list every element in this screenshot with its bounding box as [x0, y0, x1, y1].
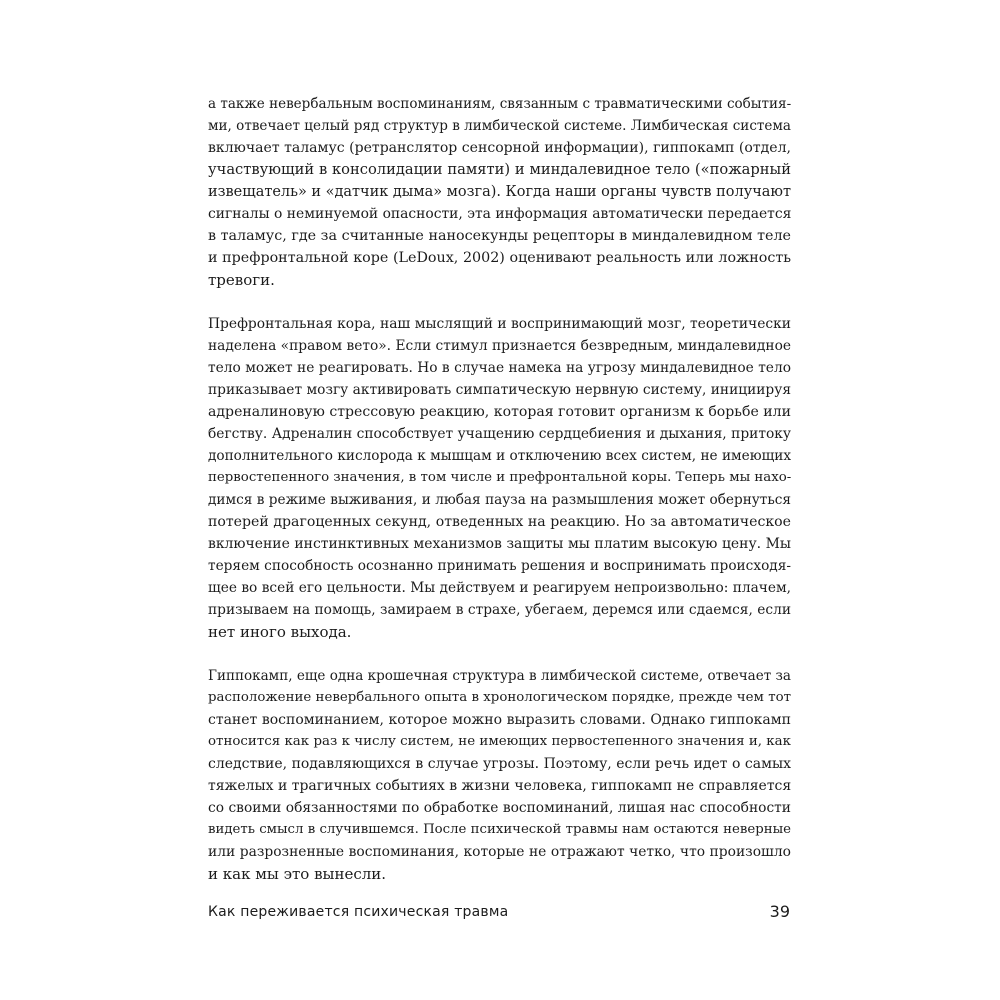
text-line: приказывает мозгу активировать симпатическую нервную систему, инициируя: [208, 382, 791, 398]
paragraph-gap: [208, 291, 791, 313]
text-line: тело может не реагировать. Но в случае намека на угрозу миндалевидное тело: [208, 360, 791, 376]
text-line: следствие, подавляющихся в случае угрозы. Поэтому, если речь идет о самых: [208, 756, 791, 772]
text-line: и префронтальной коре (LeDoux, 2002) оценивают реальность или ложность: [208, 250, 791, 266]
text-line: и как мы это вынесли.: [208, 865, 387, 883]
text-line: Префронтальная кора, наш мыслящий и воспринимающий мозг, теоретически: [208, 316, 791, 332]
text-line: станет воспоминанием, которое можно выразить словами. Однако гиппокамп: [208, 712, 791, 728]
text-line: со своими обязанностями по обработке воспоминаний, лишая нас способности: [208, 800, 791, 816]
text-line: а также невербальным воспоминаниям, связанным с травматическими события-: [208, 96, 792, 112]
body-text: [208, 93, 791, 885]
text-line: включает таламус (ретранслятор сенсорной информации), гиппокамп (отдел,: [208, 140, 791, 156]
text-line: сигналы о неминуемой опасности, эта информация автоматически передается: [208, 206, 792, 222]
text-line: Гиппокамп, еще одна крошечная структура в лимбической системе, отвечает за: [208, 668, 791, 684]
paragraph-gap: [208, 643, 791, 665]
paragraph: [208, 93, 791, 291]
text-line: участвующий в консолидации памяти) и миндалевидное тело («пожарный: [208, 161, 791, 178]
text-line: щее во всей его цельности. Мы действуем и реагируем непроизвольно: плачем,: [208, 580, 791, 596]
text-line: первостепенного значения, в том числе и префронтальной коры. Теперь мы нахо-: [208, 470, 792, 485]
text-line: в таламус, где за считанные наносекунды рецепторы в миндалевидном теле: [208, 228, 791, 244]
text-line: тревоги.: [208, 271, 275, 289]
page-number: 39: [769, 902, 790, 921]
text-line: наделена «правом вето». Если стимул признается безвредным, миндалевидное: [208, 338, 791, 354]
text-line: видеть смысл в случившемся. После психической травмы нам остаются неверные: [208, 822, 791, 837]
paragraph: [208, 313, 791, 643]
text-line: расположение невербального опыта в хронологическом порядке, прежде чем тот: [208, 690, 791, 705]
text-line: адреналиновую стрессовую реакцию, которая готовит организм к борьбе или: [208, 404, 791, 420]
text-line: дополнительного кислорода к мышцам и отключению всех систем, не имеющих: [208, 448, 791, 464]
text-line: относится как раз к числу систем, не имеющих первостепенного значения и, как: [208, 734, 791, 749]
running-footer-title: Как переживается психическая травма: [208, 904, 509, 920]
text-line: извещатель» и «датчик дыма» мозга). Когда наши органы чувств получают: [208, 184, 792, 200]
text-line: потерей драгоценных секунд, отведенных на реакцию. Но за автоматическое: [208, 514, 791, 530]
text-line: включение инстинктивных механизмов защиты мы платим высокую цену. Мы: [208, 536, 791, 552]
text-line: бегству. Адреналин способствует учащению сердцебиения и дыхания, притоку: [208, 426, 791, 442]
text-line: теряем способность осознанно принимать решения и воспринимать происходя-: [208, 558, 791, 574]
text-line: димся в режиме выживания, и любая пауза на размышления может обернуться: [208, 492, 791, 508]
text-line: ми, отвечает целый ряд структур в лимбической системе. Лимбическая система: [208, 118, 791, 134]
paragraph: [208, 665, 791, 885]
text-line: нет иного выхода.: [208, 623, 352, 641]
text-line: тяжелых и трагичных событиях в жизни человека, гиппокамп не справляется: [208, 778, 792, 794]
text-line: или разрозненные воспоминания, которые не отражают четко, что произошло: [208, 844, 791, 860]
text-line: призываем на помощь, замираем в страхе, убегаем, деремся или сдаемся, если: [208, 602, 791, 618]
